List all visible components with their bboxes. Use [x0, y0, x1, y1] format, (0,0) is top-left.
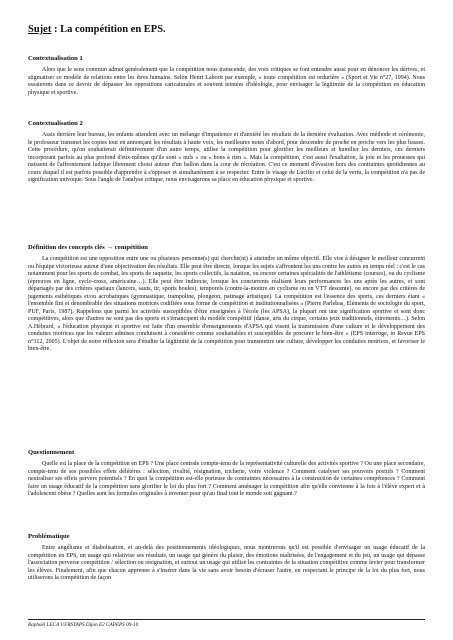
paragraph-text: Assis derrière leur bureau, les enfants attendent avec un mélange d'impatience et d'anxiété les résultats de la dernière évaluation. Avec méthode et cérémonie, le professeur transmet les copies tout en annonçant les résultats à haute voix, les meilleures notes d'abord, pour descendre de proche en proche vers les plus basses. Cette procédure, qu'on souhaiterait définitivement d'un autre temps, utilise la compétition pour glorifier les meilleurs et humilier les derniers, ces derniers incorporant parfois au plus profond d'eux-mêmes qu'ils sont « nuls » ou « bons à rien ». Mais la compétition, c'est aussi l'exaltation, la joie et les prouesses qui naissent de l'affrontement ludique librement choisi autour d'un ballon dans la cour de récréation. C'est ce moment d'évasion hors des contraintes quotidiennes au cours duquel il est parfois possible d'apprendre à s'opposer et simultanément à se respecter. Entre le visage de Lucifer et celui de la vertu, la compétition n'a pas de signification univoque. Sous l'angle de l'analyse critique, nous envisagerons sa place en éducation physique et sportive.	[28, 132, 425, 183]
title-rest: : La compétition en EPS.	[51, 24, 166, 35]
paragraph-text: La compétition est une opposition entre une ou plusieurs personne(s) qui cherche(nt) à atteindre un même objectif. Elle vise à désigner le meilleur concurrent ou l'équipe victorieuse autour d'une objectivation des résultats. Elle peut être directe, lorsque les sujets s'affrontent les uns contre les autres en temps réel : c'est le cas notamment pour les sports de combat, les sports de raquette, les sports collectifs, la natation, ou encore certaines spécialités de l'athlétisme (courses), ou du cyclisme (épreuves en ligne, cyclo-cross, américaine…). Elle peut être indirecte, lorsque les concurrents réalisent leurs performances les uns après les autres, et sont départagés par des critères spatiaux (lancers, sauts, tir, sports boules), temporels (contre-la-montre en cyclisme ou en VTT descente), ou encore par des critères de jugements esthétiques et/ou acrobatiques (gymnastique, trampoline, plongeon, patinage artistique). La compétition est l'essence des sports, ces derniers étant « l'ensemble fini et dénombrable des situations motrices codifiées sous forme de compétition et institutionnalisées » (Pierre Parlebas, Eléments de sociologie du sport, PUF, Paris, 1987). Rappelons que parmi les activités susceptibles d'être enseignées à l'école (les APSA), la plupart ont une signification sportive et sont donc compétitives, alors que d'autres ne sont pas des sports et s'émancipent du modèle compétitif (danse, arts du cirque, certains jeux traditionnels, étirements…). Selon A.Hébrard, « l'éducation physique et sportive est faite d'un ensemble d'enseignements d'APSA qui visent la transmission d'une culture et le développement des conduites motrices que les valeurs admises conduisent à considérer comme souhaitables et susceptibles de procurer le bien-être » (EPS interroge, in Revue EPS n°312, 2005). L'objet de notre réflexion sera d'étudier la légitimité de la compétition pour transmettre une culture, développer les conduites motrices, et favoriser le bien-être.	[28, 256, 425, 352]
heading-contextualisation-1: Contextualisation 1	[28, 55, 83, 62]
heading-questionnement: Questionnement	[28, 449, 75, 456]
paragraph-text: Quelle est la place de la compétition en EPS ? Une place centrale compte-tenu de la représentativité culturelle des activités sportive ? Ou une place secondaire, compte-tenu de ses possibles effets délétères : sélection, rivalité, résignation, tricherie, voire violence ? Comment catalyser ses pouvoirs positifs ? Comment neutraliser ses effets pervers potentiels ? En quoi la compétition est-elle porteuse de contraintes nécessaires à la construction de certaines compétences ? Comment faire un usage éducatif de la compétition sans glorifier le loi du plus fort ? Comment aménager la compétition afin qu'elle convienne à la fois à l'élève expert et à l'adolescent obèse ? Quelles sont les formules originales à inventer pour qu'au final tout le monde soit gagnant ?	[28, 461, 425, 497]
heading-definitions: Définition des concepts clés → compétition	[28, 244, 148, 251]
paragraph-text: Entre angélisme et diabolisation, et au-delà des positionnements idéologiques, nous montrerons qu'il est possible d'envisager un usage éducatif de la compétition en EPS, un usage qui relativise ses résultats, un usage qui génère du plaisir, des émotions maîtrisées, de l'engagement et du jeu, un usage qui dépasse l'association perverse compétition / sélection ou résignation, et surtout un usage qui utilise les contraintes de la situation compétitive comme levier pour transformer les élèves. Finalement, afin que chacun apprenne à s'insérer dans la vie sans avoir besoin d'écraser l'autre, en respectant le principe de la loi du plus fort, nous utiliserons la compétition de façon	[28, 545, 425, 581]
paragraph-contextualisation-2	[28, 132, 425, 185]
heading-problematique: Problématique	[28, 533, 70, 540]
title-label: Sujet	[28, 24, 52, 35]
paragraph-contextualisation-1	[28, 67, 425, 97]
heading-contextualisation-2: Contextualisation 2	[28, 120, 83, 127]
paragraph-text: Alors que le sens commun admet généralement que la compétition nous transcende, des voix critiques se font entendre aussi pour en dénoncer les dérives, et stigmatiser ce modèle de relations entre les êtres humains. Selon Henri Laborit par exemple, « toute compétition est ordurière » (Sport et Vie n°27, 1994). Nous essaierons dans ce devoir de dépasser les oppositions caricaturales et souvent teintées d'idéologie, pour envisager la légitimité de la compétition en éducation physique et sportive.	[28, 67, 425, 96]
page-footer: Raphaël LECA UFRSTAPS Dijon E2 CAPEPS 09-10	[28, 619, 425, 628]
page-title	[28, 24, 166, 35]
paragraph-definitions	[28, 256, 425, 354]
paragraph-questionnement	[28, 461, 425, 499]
paragraph-problematique	[28, 545, 425, 583]
